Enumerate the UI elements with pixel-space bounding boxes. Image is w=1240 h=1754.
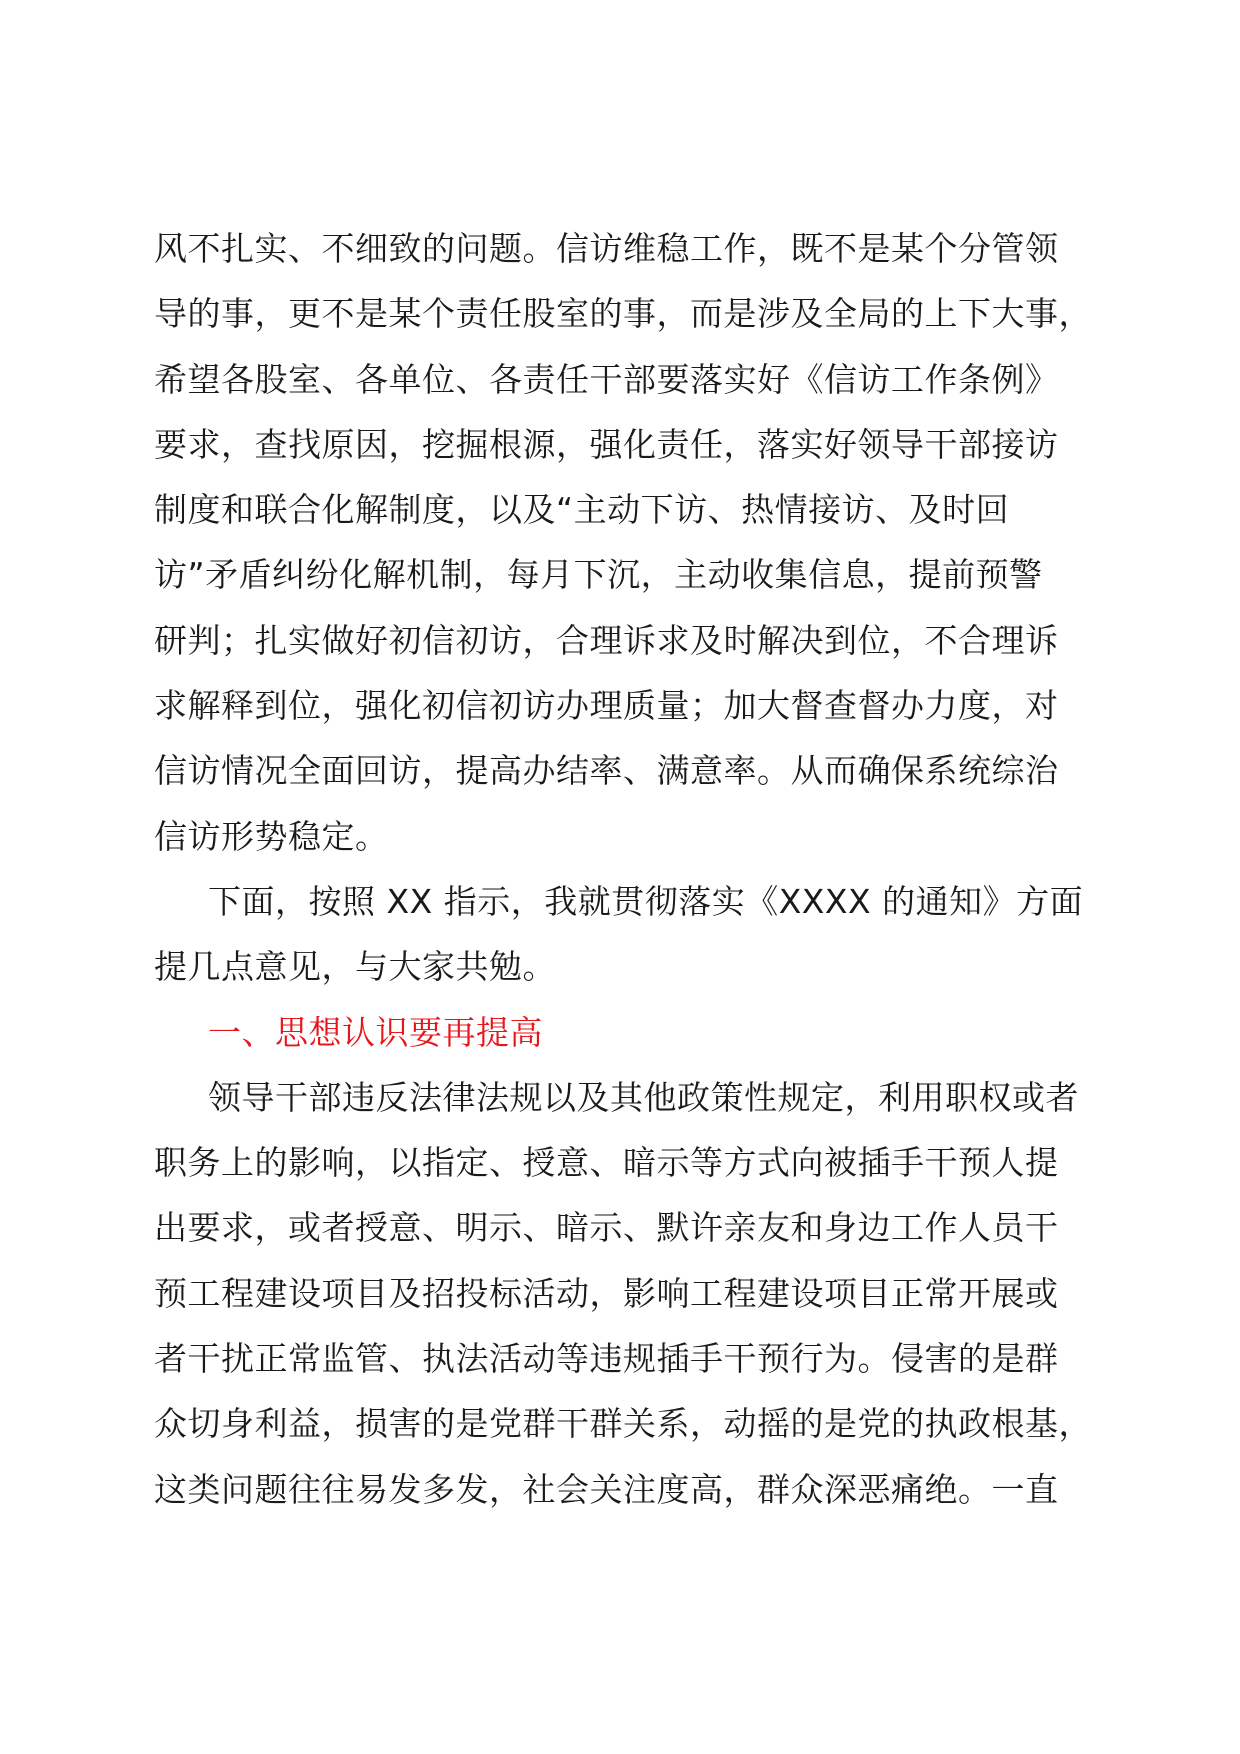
paragraph-line: 预工程建设项目及招投标活动，影响工程建设项目正常开展或 [154, 1273, 1059, 1313]
paragraph-line: 信访形势稳定。 [154, 816, 389, 856]
paragraph-line: 者干扰正常监管、执法活动等违规插手干预行为。侵害的是群 [154, 1339, 1059, 1379]
paragraph-line: 希望各股室、各单位、各责任干部要落实好《信访工作条例》 [154, 359, 1059, 399]
document-body [154, 216, 1094, 1522]
paragraph-line: 访”矛盾纠纷化解机制，每月下沉，主动收集信息，提前预警 [154, 555, 1043, 595]
paragraph-line: 研判；扎实做好初信初访，合理诉求及时解决到位，不合理诉 [154, 620, 1059, 660]
section-heading: 一、思想认识要再提高 [208, 1012, 543, 1052]
paragraph-line: 出要求，或者授意、明示、暗示、默许亲友和身边工作人员干 [154, 1208, 1059, 1248]
paragraph-line: 提几点意见，与大家共勉。 [154, 947, 556, 987]
paragraph-line: 众切身利益，损害的是党群干群关系，动摇的是党的执政根基， [154, 1404, 1092, 1444]
paragraph-line: 制度和联合化解制度，以及“主动下访、热情接访、及时回 [154, 490, 1010, 530]
paragraph-line: 信访情况全面回访，提高办结率、满意率。从而确保系统综治 [154, 751, 1059, 791]
paragraph-line: 要求，查找原因，挖掘根源，强化责任，落实好领导干部接访 [154, 424, 1059, 464]
paragraph-line: 导的事，更不是某个责任股室的事，而是涉及全局的上下大事， [154, 294, 1092, 334]
paragraph-line: 领导干部违反法律法规以及其他政策性规定，利用职权或者 [208, 1077, 1079, 1117]
paragraph-line: 风不扎实、不细致的问题。信访维稳工作，既不是某个分管领 [154, 229, 1059, 268]
paragraph-line: 下面，按照 XX 指示，我就贯彻落实《XXXX 的通知》方面 [208, 881, 1084, 921]
paragraph-line: 职务上的影响，以指定、授意、暗示等方式向被插手干预人提 [154, 1143, 1059, 1183]
paragraph-line: 这类问题往往易发多发，社会关注度高，群众深恶痛绝。一直 [154, 1469, 1059, 1509]
paragraph-line: 求解释到位，强化初信初访办理质量；加大督查督办力度，对 [154, 686, 1059, 726]
